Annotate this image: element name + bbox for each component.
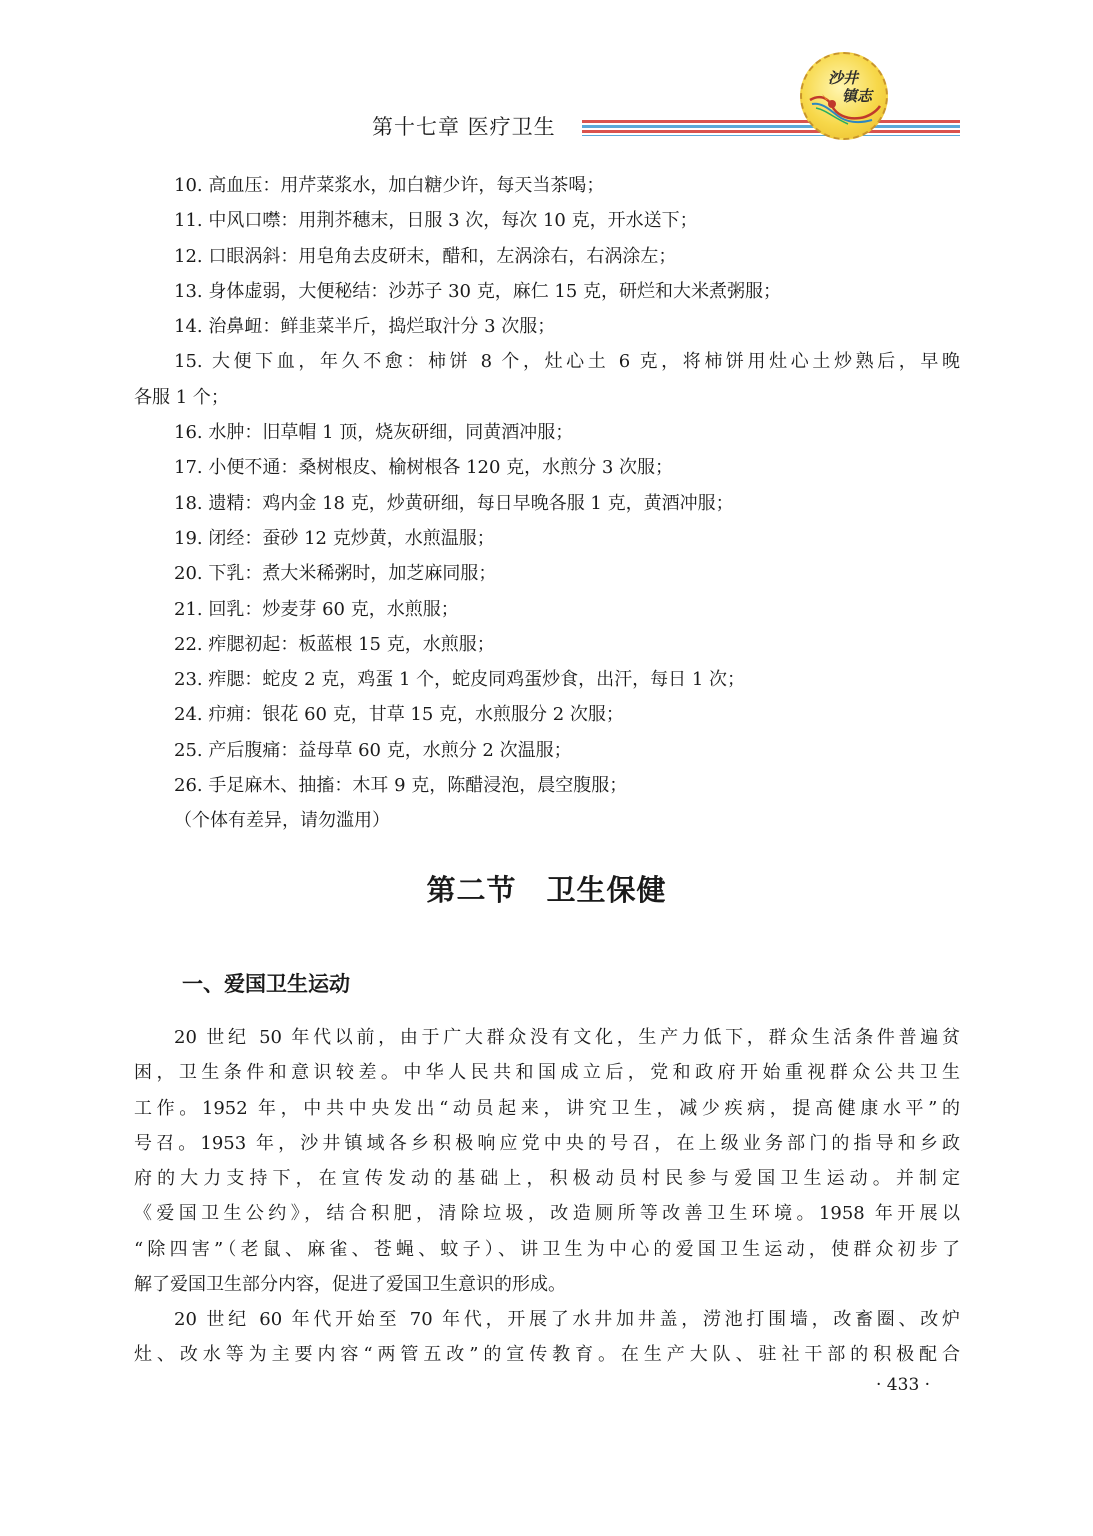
remedy-item: 18. 遗精：鸡内金 18 克，炒黄研细，每日早晚各服 1 克，黄酒冲服； xyxy=(174,492,734,514)
disclaimer-note: （个体有差异，请勿滥用） xyxy=(174,810,390,832)
stripe-red-bottom xyxy=(582,130,960,133)
chapter-title: 第十七章 医疗卫生 xyxy=(372,115,556,139)
remedy-item: 24. 疖痈：银花 60 克，甘草 15 克，水煎服分 2 次服； xyxy=(174,704,624,726)
remedy-item-continued: 各服 1 个； xyxy=(134,386,229,408)
paragraph-line: 困，卫生条件和意识较差。中华人民共和国成立后，党和政府开始重视群众公共卫生 xyxy=(134,1062,960,1084)
page-number: · 433 · xyxy=(876,1375,931,1395)
remedy-item: 14. 治鼻衄：鲜韭菜半斤，捣烂取汁分 3 次服； xyxy=(174,316,556,338)
paragraph-patriotic-health-2 xyxy=(134,1302,960,1373)
paragraph-line: 号召。1953 年，沙井镇域各乡积极响应党中央的号召，在上级业务部门的指导和乡政 xyxy=(134,1132,960,1154)
remedy-item: 13. 身体虚弱，大便秘结：沙苏子 30 克，麻仁 15 克，研烂和大米煮粥服； xyxy=(174,280,782,302)
header-stripes xyxy=(582,120,960,136)
remedy-list xyxy=(134,168,960,839)
remedy-item: 20. 下乳：煮大米稀粥时，加芝麻同服； xyxy=(174,563,497,585)
paragraph-line: “除四害”（老鼠、麻雀、苍蝇、蚊子）、讲卫生为中心的爱国卫生运动，使群众初步了 xyxy=(134,1238,960,1260)
paragraph-line: 解了爱国卫生部分内容，促进了爱国卫生意识的形成。 xyxy=(134,1274,566,1296)
remedy-item: 12. 口眼涡斜：用皂角去皮研末，醋和，左涡涂右，右涡涂左； xyxy=(174,245,677,267)
paragraph-patriotic-health-1 xyxy=(134,1020,960,1302)
town-annals-emblem xyxy=(800,52,888,140)
section-title: 第二节 卫生保健 xyxy=(426,873,667,907)
remedy-item: 23. 痄腮：蛇皮 2 克，鸡蛋 1 个，蛇皮同鸡蛋炒食，出汗，每日 1 次； xyxy=(174,669,746,691)
paragraph-line: 《爱国卫生公约》，结合积肥，清除垃圾，改造厕所等改善卫生环境。1958 年开展以 xyxy=(134,1203,960,1225)
remedy-item: 19. 闭经：蚕砂 12 克炒黄，水煎温服； xyxy=(174,527,495,549)
subsection-title: 一、爱国卫生运动 xyxy=(182,972,350,996)
emblem-text-2: 镇志 xyxy=(842,87,873,105)
remedy-item: 16. 水肿：旧草帽 1 顶，烧灰研细，同黄酒冲服； xyxy=(174,422,574,444)
page-header xyxy=(0,0,1093,150)
remedy-item: 10. 高血压：用芹菜浆水，加白糖少许，每天当茶喝； xyxy=(174,175,605,196)
remedy-item: 25. 产后腹痛：益母草 60 克，水煎分 2 次温服； xyxy=(174,739,572,761)
paragraph-line: 20 世纪 50 年代以前，由于广大群众没有文化，生产力低下，群众生活条件普遍贫 xyxy=(174,1027,960,1048)
paragraph-line: 工作。1952 年，中共中央发出“动员起来，讲究卫生，减少疾病，提高健康水平”的 xyxy=(134,1097,960,1119)
remedy-item: 26. 手足麻木、抽搐：木耳 9 克，陈醋浸泡，晨空腹服； xyxy=(174,775,628,797)
emblem-text-1: 沙井 xyxy=(828,69,859,87)
remedy-item: 22. 痄腮初起：板蓝根 15 克，水煎服； xyxy=(174,633,495,655)
paragraph-line: 20 世纪 60 年代开始至 70 年代，开展了水井加井盖，涝池打围墙，改畜圈、改炉 xyxy=(174,1309,960,1330)
remedy-item: 17. 小便不通：桑树根皮、榆树根各 120 克，水煎分 3 次服； xyxy=(174,457,674,479)
paragraph-line: 灶、改水等为主要内容“两管五改”的宣传教育。在生产大队、驻社干部的积极配合 xyxy=(134,1344,960,1366)
stripe-red-top xyxy=(582,120,960,123)
stripe-blue-bottom xyxy=(582,135,960,136)
stripe-blue-top xyxy=(582,125,960,128)
paragraph-line: 府的大力支持下，在宣传发动的基础上，积极动员村民参与爱国卫生运动。并制定 xyxy=(134,1168,960,1190)
remedy-item: 15. 大便下血，年久不愈：柿饼 8 个，灶心土 6 克，将柿饼用灶心土炒熟后，早晚 xyxy=(174,351,960,373)
remedy-item: 11. 中风口噤：用荆芥穗末，日服 3 次，每次 10 克，开水送下； xyxy=(174,210,698,232)
remedy-item: 21. 回乳：炒麦芽 60 克，水煎服； xyxy=(174,598,459,620)
